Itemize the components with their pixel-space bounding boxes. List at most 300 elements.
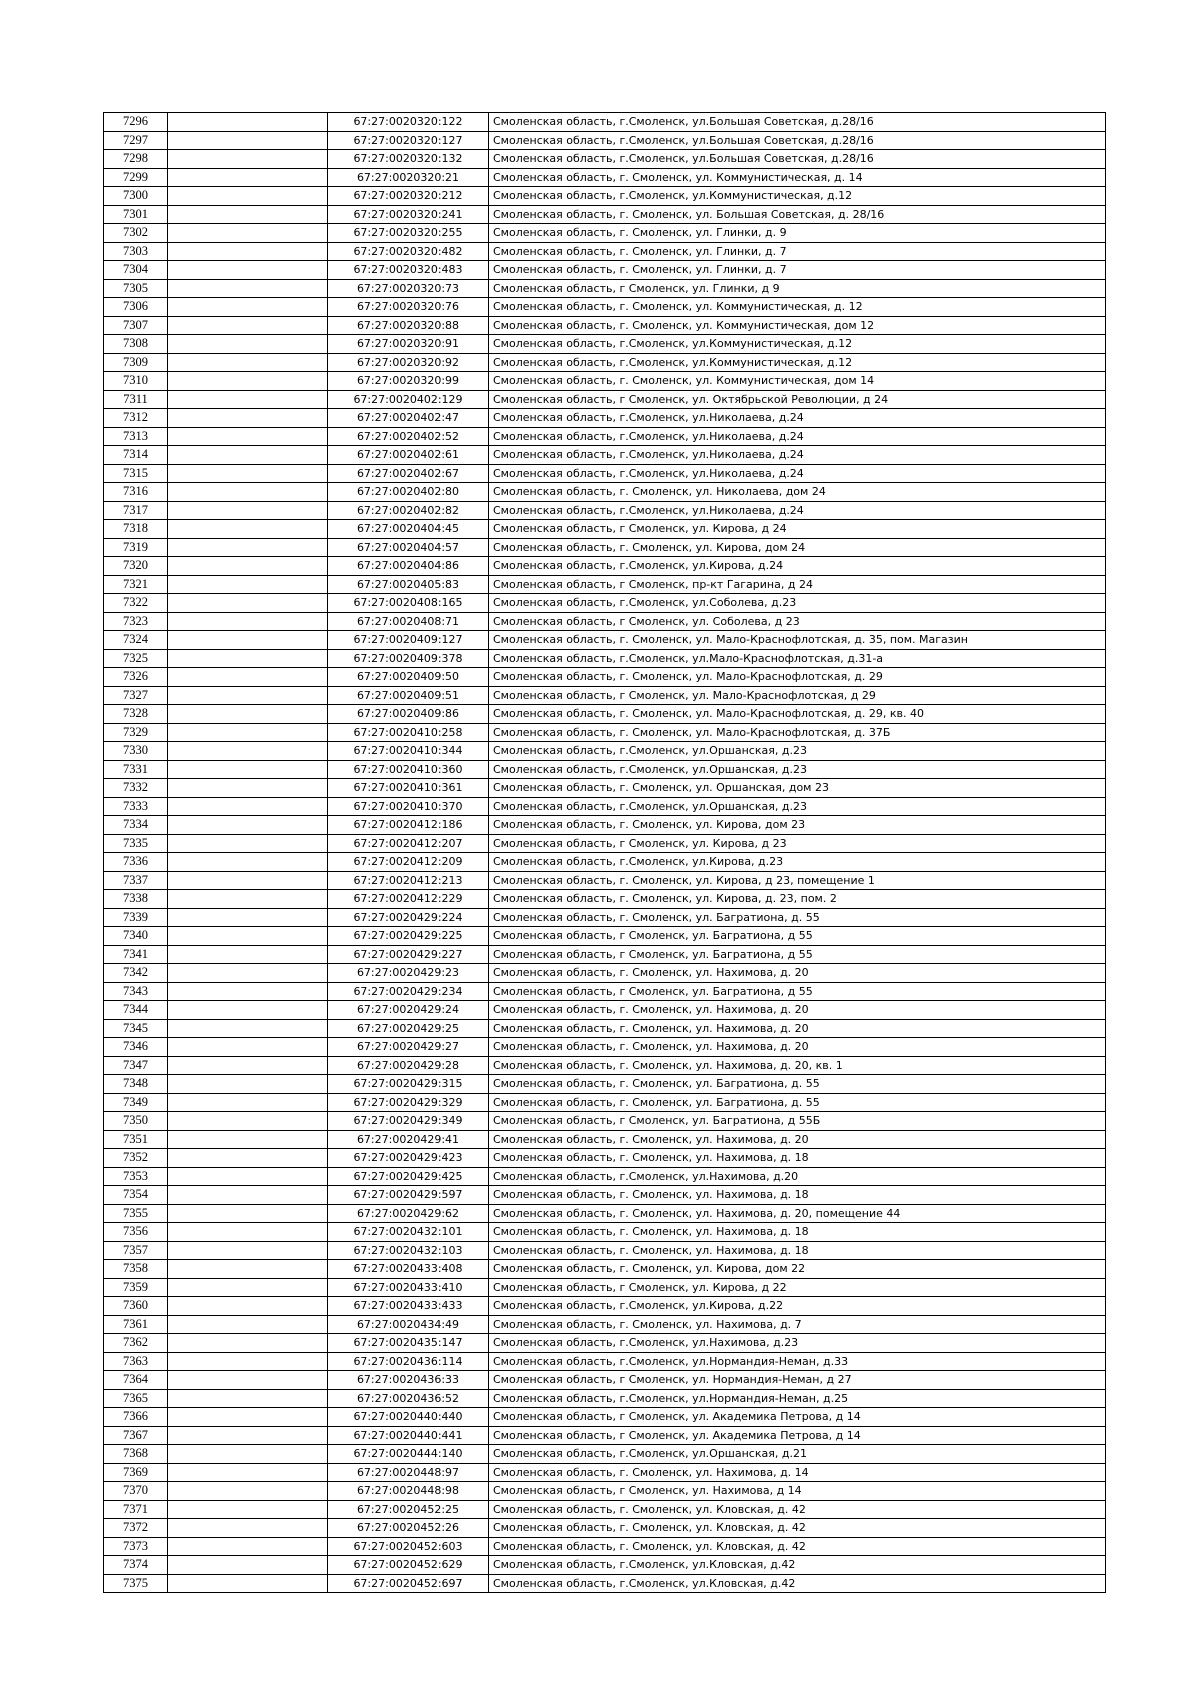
cadastral-number: 67:27:0020412:209 [328,853,489,872]
table-row [104,927,1106,946]
cadastral-number: 67:27:0020404:57 [328,538,489,557]
registry-table [103,112,1106,1593]
table-row [104,1556,1106,1575]
address: Смоленская область, г.Смоленск, ул.Мало-Краснофлотская, д.31-а [489,649,1106,668]
empty-cell [168,1463,328,1482]
empty-cell [168,1038,328,1057]
empty-cell [168,1167,328,1186]
cadastral-number: 67:27:0020409:86 [328,705,489,724]
table-row [104,1334,1106,1353]
address: Смоленская область, г.Смоленск, ул.Кирова, д.22 [489,1297,1106,1316]
row-number: 7318 [104,520,168,539]
empty-cell [168,205,328,224]
table-row [104,705,1106,724]
row-number: 7337 [104,871,168,890]
row-number: 7298 [104,150,168,169]
empty-cell [168,1371,328,1390]
row-number: 7305 [104,279,168,298]
cadastral-number: 67:27:0020402:52 [328,427,489,446]
cadastral-number: 67:27:0020408:165 [328,594,489,613]
table-row [104,853,1106,872]
empty-cell [168,890,328,909]
table-row [104,686,1106,705]
empty-cell [168,686,328,705]
empty-cell [168,1574,328,1593]
address: Смоленская область, г Смоленск, ул. Багратиона, д 55 [489,982,1106,1001]
row-number: 7316 [104,483,168,502]
row-number: 7332 [104,779,168,798]
address: Смоленская область, г. Смоленск, ул. Багратиона, д. 55 [489,1093,1106,1112]
row-number: 7342 [104,964,168,983]
table-row [104,1075,1106,1094]
table-row [104,1519,1106,1538]
table-row [104,964,1106,983]
cadastral-number: 67:27:0020405:83 [328,575,489,594]
table-row [104,1093,1106,1112]
cadastral-number: 67:27:0020404:86 [328,557,489,576]
empty-cell [168,1130,328,1149]
row-number: 7347 [104,1056,168,1075]
address: Смоленская область, г.Смоленск, ул.Николаева, д.24 [489,427,1106,446]
table-row [104,150,1106,169]
row-number: 7324 [104,631,168,650]
table-row [104,945,1106,964]
address: Смоленская область, г Смоленск, ул. Багратиона, д 55 [489,927,1106,946]
row-number: 7375 [104,1574,168,1593]
cadastral-number: 67:27:0020320:88 [328,316,489,335]
cadastral-number: 67:27:0020320:21 [328,168,489,187]
address: Смоленская область, г. Смоленск, ул. Багратиона, д. 55 [489,908,1106,927]
cadastral-number: 67:27:0020402:61 [328,446,489,465]
row-number: 7358 [104,1260,168,1279]
address: Смоленская область, г. Смоленск, ул. Нахимова, д. 20 [489,1001,1106,1020]
row-number: 7334 [104,816,168,835]
address: Смоленская область, г.Смоленск, ул.Нахимова, д.23 [489,1334,1106,1353]
empty-cell [168,1186,328,1205]
cadastral-number: 67:27:0020452:603 [328,1537,489,1556]
empty-cell [168,483,328,502]
table-row [104,742,1106,761]
row-number: 7300 [104,187,168,206]
table-row [104,797,1106,816]
address: Смоленская область, г Смоленск, ул. Глинки, д 9 [489,279,1106,298]
empty-cell [168,1241,328,1260]
address: Смоленская область, г Смоленск, ул. Багратиона, д 55Б [489,1112,1106,1131]
empty-cell [168,1519,328,1538]
cadastral-number: 67:27:0020410:370 [328,797,489,816]
empty-cell [168,1408,328,1427]
row-number: 7351 [104,1130,168,1149]
cadastral-number: 67:27:0020320:122 [328,113,489,132]
cadastral-number: 67:27:0020402:129 [328,390,489,409]
row-number: 7326 [104,668,168,687]
address: Смоленская область, г. Смоленск, ул. Глинки, д. 9 [489,224,1106,243]
table-row [104,982,1106,1001]
row-number: 7333 [104,797,168,816]
cadastral-number: 67:27:0020320:483 [328,261,489,280]
row-number: 7301 [104,205,168,224]
table-row [104,1038,1106,1057]
address: Смоленская область, г. Смоленск, ул. Кловская, д. 42 [489,1500,1106,1519]
table-row [104,890,1106,909]
row-number: 7350 [104,1112,168,1131]
table-row [104,242,1106,261]
table-row [104,1500,1106,1519]
row-number: 7352 [104,1149,168,1168]
address: Смоленская область, г Смоленск, ул. Кирова, д 23 [489,834,1106,853]
cadastral-number: 67:27:0020320:482 [328,242,489,261]
empty-cell [168,816,328,835]
address: Смоленская область, г.Смоленск, ул.Николаева, д.24 [489,464,1106,483]
registry-table-body [104,113,1106,1593]
table-row [104,908,1106,927]
table-row [104,760,1106,779]
table-row [104,409,1106,428]
cadastral-number: 67:27:0020429:224 [328,908,489,927]
address: Смоленская область, г Смоленск, ул. Нормандия-Неман, д 27 [489,1371,1106,1390]
empty-cell [168,1334,328,1353]
empty-cell [168,594,328,613]
address: Смоленская область, г. Смоленск, ул. Оршанская, дом 23 [489,779,1106,798]
empty-cell [168,279,328,298]
empty-cell [168,464,328,483]
cadastral-number: 67:27:0020429:25 [328,1019,489,1038]
empty-cell [168,723,328,742]
empty-cell [168,1537,328,1556]
cadastral-number: 67:27:0020402:67 [328,464,489,483]
empty-cell [168,964,328,983]
cadastral-number: 67:27:0020433:433 [328,1297,489,1316]
empty-cell [168,1260,328,1279]
table-row [104,1297,1106,1316]
table-row [104,1463,1106,1482]
row-number: 7374 [104,1556,168,1575]
table-row [104,631,1106,650]
cadastral-number: 67:27:0020320:241 [328,205,489,224]
table-row [104,131,1106,150]
cadastral-number: 67:27:0020432:101 [328,1223,489,1242]
empty-cell [168,1223,328,1242]
row-number: 7370 [104,1482,168,1501]
row-number: 7345 [104,1019,168,1038]
row-number: 7306 [104,298,168,317]
address: Смоленская область, г. Смоленск, ул. Нахимова, д. 20 [489,1038,1106,1057]
cadastral-number: 67:27:0020429:28 [328,1056,489,1075]
row-number: 7323 [104,612,168,631]
table-row [104,1389,1106,1408]
row-number: 7360 [104,1297,168,1316]
cadastral-number: 67:27:0020320:212 [328,187,489,206]
address: Смоленская область, г.Смоленск, ул.Николаева, д.24 [489,446,1106,465]
cadastral-number: 67:27:0020440:441 [328,1426,489,1445]
cadastral-number: 67:27:0020429:329 [328,1093,489,1112]
cadastral-number: 67:27:0020452:25 [328,1500,489,1519]
table-row [104,1482,1106,1501]
address: Смоленская область, г. Смоленск, ул. Нахимова, д. 20 [489,1019,1106,1038]
row-number: 7364 [104,1371,168,1390]
row-number: 7320 [104,557,168,576]
row-number: 7313 [104,427,168,446]
address: Смоленская область, г Смоленск, ул. Академика Петрова, д 14 [489,1408,1106,1427]
table-row [104,372,1106,391]
address: Смоленская область, г Смоленск, ул. Кирова, д 24 [489,520,1106,539]
address: Смоленская область, г Смоленск, пр-кт Гагарина, д 24 [489,575,1106,594]
empty-cell [168,168,328,187]
table-row [104,1223,1106,1242]
empty-cell [168,853,328,872]
cadastral-number: 67:27:0020409:51 [328,686,489,705]
cadastral-number: 67:27:0020412:229 [328,890,489,909]
address: Смоленская область, г. Смоленск, ул. Мало-Краснофлотская, д. 29, кв. 40 [489,705,1106,724]
address: Смоленская область, г.Смоленск, ул.Оршанская, д.23 [489,797,1106,816]
empty-cell [168,1001,328,1020]
empty-cell [168,779,328,798]
address: Смоленская область, г Смоленск, ул. Академика Петрова, д 14 [489,1426,1106,1445]
empty-cell [168,1500,328,1519]
cadastral-number: 67:27:0020320:73 [328,279,489,298]
cadastral-number: 67:27:0020452:697 [328,1574,489,1593]
cadastral-number: 67:27:0020440:440 [328,1408,489,1427]
cadastral-number: 67:27:0020320:132 [328,150,489,169]
cadastral-number: 67:27:0020402:47 [328,409,489,428]
address: Смоленская область, г.Смоленск, ул.Коммунистическая, д.12 [489,187,1106,206]
cadastral-number: 67:27:0020429:23 [328,964,489,983]
empty-cell [168,150,328,169]
row-number: 7341 [104,945,168,964]
address: Смоленская область, г.Смоленск, ул.Николаева, д.24 [489,501,1106,520]
address: Смоленская область, г.Смоленск, ул.Кловская, д.42 [489,1556,1106,1575]
empty-cell [168,501,328,520]
table-row [104,871,1106,890]
cadastral-number: 67:27:0020433:410 [328,1278,489,1297]
address: Смоленская область, г. Смоленск, ул. Николаева, дом 24 [489,483,1106,502]
cadastral-number: 67:27:0020452:629 [328,1556,489,1575]
empty-cell [168,1556,328,1575]
cadastral-number: 67:27:0020436:114 [328,1352,489,1371]
cadastral-number: 67:27:0020429:24 [328,1001,489,1020]
empty-cell [168,538,328,557]
table-row [104,557,1106,576]
address: Смоленская область, г Смоленск, ул. Мало-Краснофлотская, д 29 [489,686,1106,705]
cadastral-number: 67:27:0020320:255 [328,224,489,243]
cadastral-number: 67:27:0020429:234 [328,982,489,1001]
row-number: 7315 [104,464,168,483]
table-row [104,168,1106,187]
empty-cell [168,1352,328,1371]
table-row [104,1001,1106,1020]
table-row [104,205,1106,224]
table-row [104,446,1106,465]
cadastral-number: 67:27:0020410:361 [328,779,489,798]
empty-cell [168,557,328,576]
address: Смоленская область, г. Смоленск, ул. Нахимова, д. 18 [489,1223,1106,1242]
cadastral-number: 67:27:0020429:62 [328,1204,489,1223]
cadastral-number: 67:27:0020402:80 [328,483,489,502]
row-number: 7357 [104,1241,168,1260]
address: Смоленская область, г. Смоленск, ул. Кирова, дом 24 [489,538,1106,557]
row-number: 7361 [104,1315,168,1334]
empty-cell [168,1315,328,1334]
address: Смоленская область, г. Смоленск, ул. Коммунистическая, дом 12 [489,316,1106,335]
table-row [104,1426,1106,1445]
row-number: 7335 [104,834,168,853]
address: Смоленская область, г.Смоленск, ул.Соболева, д.23 [489,594,1106,613]
row-number: 7303 [104,242,168,261]
empty-cell [168,908,328,927]
table-row [104,668,1106,687]
row-number: 7343 [104,982,168,1001]
empty-cell [168,427,328,446]
cadastral-number: 67:27:0020409:378 [328,649,489,668]
empty-cell [168,1204,328,1223]
cadastral-number: 67:27:0020320:76 [328,298,489,317]
empty-cell [168,390,328,409]
cadastral-number: 67:27:0020412:213 [328,871,489,890]
row-number: 7340 [104,927,168,946]
table-row [104,1204,1106,1223]
address: Смоленская область, г.Смоленск, ул.Оршанская, д.23 [489,760,1106,779]
empty-cell [168,372,328,391]
cadastral-number: 67:27:0020409:127 [328,631,489,650]
empty-cell [168,1278,328,1297]
table-row [104,1260,1106,1279]
empty-cell [168,742,328,761]
empty-cell [168,575,328,594]
address: Смоленская область, г. Смоленск, ул. Нахимова, д. 18 [489,1149,1106,1168]
table-row [104,1278,1106,1297]
table-row [104,816,1106,835]
row-number: 7327 [104,686,168,705]
cadastral-number: 67:27:0020436:52 [328,1389,489,1408]
cadastral-number: 67:27:0020429:425 [328,1167,489,1186]
empty-cell [168,261,328,280]
empty-cell [168,982,328,1001]
empty-cell [168,871,328,890]
address: Смоленская область, г. Смоленск, ул. Багратиона, д. 55 [489,1075,1106,1094]
table-row [104,1241,1106,1260]
cadastral-number: 67:27:0020452:26 [328,1519,489,1538]
empty-cell [168,612,328,631]
address: Смоленская область, г. Смоленск, ул. Кирова, дом 22 [489,1260,1106,1279]
table-row [104,594,1106,613]
empty-cell [168,242,328,261]
address: Смоленская область, г. Смоленск, ул. Кловская, д. 42 [489,1519,1106,1538]
row-number: 7339 [104,908,168,927]
row-number: 7302 [104,224,168,243]
cadastral-number: 67:27:0020429:315 [328,1075,489,1094]
address: Смоленская область, г. Смоленск, ул. Коммунистическая, д. 12 [489,298,1106,317]
table-row [104,187,1106,206]
cadastral-number: 67:27:0020429:227 [328,945,489,964]
empty-cell [168,316,328,335]
empty-cell [168,409,328,428]
empty-cell [168,1482,328,1501]
row-number: 7365 [104,1389,168,1408]
empty-cell [168,927,328,946]
cadastral-number: 67:27:0020444:140 [328,1445,489,1464]
empty-cell [168,520,328,539]
row-number: 7311 [104,390,168,409]
table-row [104,1371,1106,1390]
empty-cell [168,1019,328,1038]
cadastral-number: 67:27:0020434:49 [328,1315,489,1334]
row-number: 7304 [104,261,168,280]
row-number: 7359 [104,1278,168,1297]
address: Смоленская область, г.Смоленск, ул.Оршанская, д.21 [489,1445,1106,1464]
row-number: 7331 [104,760,168,779]
table-row [104,1019,1106,1038]
table-row [104,427,1106,446]
address: Смоленская область, г.Смоленск, ул.Коммунистическая, д.12 [489,335,1106,354]
address: Смоленская область, г. Смоленск, ул. Глинки, д. 7 [489,242,1106,261]
address: Смоленская область, г. Смоленск, ул. Нахимова, д. 20, помещение 44 [489,1204,1106,1223]
row-number: 7349 [104,1093,168,1112]
table-row [104,501,1106,520]
cadastral-number: 67:27:0020320:127 [328,131,489,150]
cadastral-number: 67:27:0020433:408 [328,1260,489,1279]
row-number: 7355 [104,1204,168,1223]
address: Смоленская область, г.Смоленск, ул.Оршанская, д.23 [489,742,1106,761]
address: Смоленская область, г.Смоленск, ул.Кирова, д.23 [489,853,1106,872]
table-row [104,316,1106,335]
address: Смоленская область, г.Смоленск, ул.Нормандия-Неман, д.25 [489,1389,1106,1408]
row-number: 7321 [104,575,168,594]
table-row [104,1056,1106,1075]
cadastral-number: 67:27:0020448:97 [328,1463,489,1482]
empty-cell [168,353,328,372]
table-row [104,1315,1106,1334]
address: Смоленская область, г. Смоленск, ул. Кирова, д 23, помещение 1 [489,871,1106,890]
row-number: 7297 [104,131,168,150]
cadastral-number: 67:27:0020429:349 [328,1112,489,1131]
empty-cell [168,649,328,668]
table-row [104,279,1106,298]
address: Смоленская область, г Смоленск, ул. Нахимова, д 14 [489,1482,1106,1501]
row-number: 7354 [104,1186,168,1205]
table-row [104,1408,1106,1427]
empty-cell [168,705,328,724]
empty-cell [168,1297,328,1316]
row-number: 7373 [104,1537,168,1556]
table-row [104,224,1106,243]
address: Смоленская область, г Смоленск, ул. Октябрьской Революции, д 24 [489,390,1106,409]
row-number: 7366 [104,1408,168,1427]
row-number: 7372 [104,1519,168,1538]
table-row [104,1130,1106,1149]
address: Смоленская область, г. Смоленск, ул. Кловская, д. 42 [489,1537,1106,1556]
row-number: 7338 [104,890,168,909]
row-number: 7348 [104,1075,168,1094]
address: Смоленская область, г. Смоленск, ул. Нахимова, д. 14 [489,1463,1106,1482]
address: Смоленская область, г.Смоленск, ул.Большая Советская, д.28/16 [489,150,1106,169]
row-number: 7328 [104,705,168,724]
empty-cell [168,1389,328,1408]
cadastral-number: 67:27:0020448:98 [328,1482,489,1501]
row-number: 7356 [104,1223,168,1242]
cadastral-number: 67:27:0020429:423 [328,1149,489,1168]
address: Смоленская область, г. Смоленск, ул. Коммунистическая, д. 14 [489,168,1106,187]
row-number: 7314 [104,446,168,465]
empty-cell [168,113,328,132]
address: Смоленская область, г. Смоленск, ул. Нахимова, д. 7 [489,1315,1106,1334]
empty-cell [168,1149,328,1168]
cadastral-number: 67:27:0020432:103 [328,1241,489,1260]
table-row [104,1167,1106,1186]
address: Смоленская область, г Смоленск, ул. Багратиона, д 55 [489,945,1106,964]
empty-cell [168,446,328,465]
row-number: 7325 [104,649,168,668]
address: Смоленская область, г. Смоленск, ул. Коммунистическая, дом 14 [489,372,1106,391]
